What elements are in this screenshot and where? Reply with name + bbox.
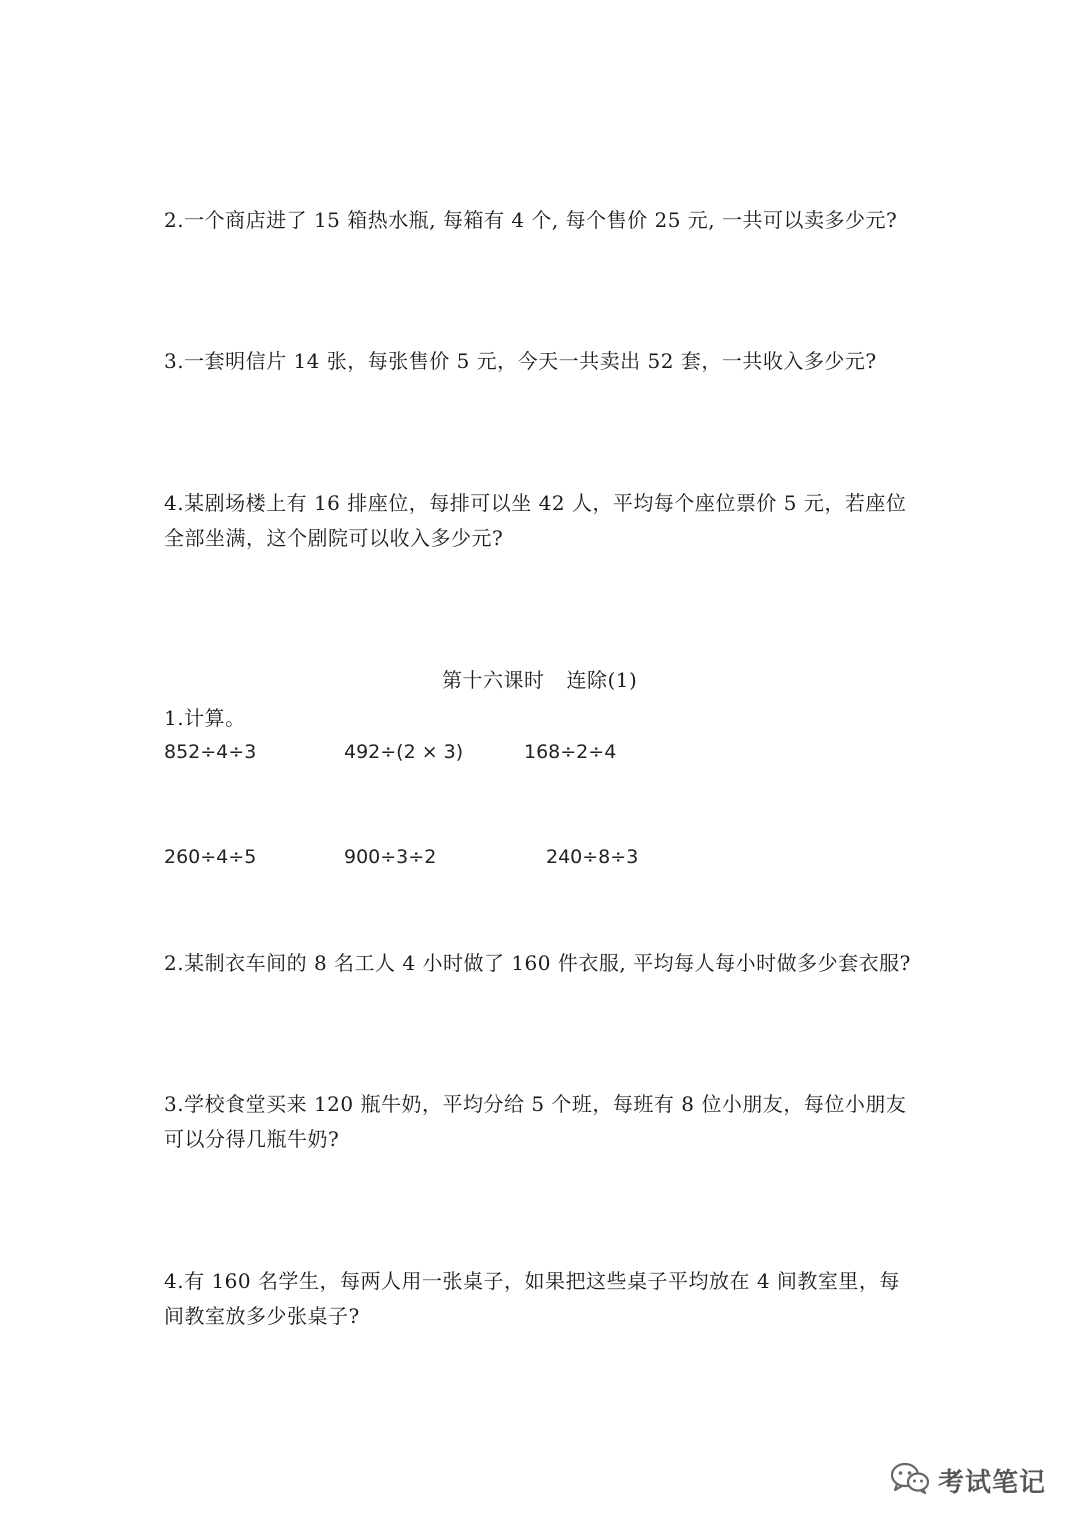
lesson-number: 第十六课时 (442, 668, 545, 692)
calc-expression: 492÷(2 × 3) (344, 741, 464, 763)
problem-4-desks-line2: 间教室放多少张桌子? (164, 1304, 360, 1328)
wechat-icon (890, 1461, 930, 1499)
problem-4-desks-line1: 4.有 160 名学生，每两人用一张桌子，如果把这些桌子平均放在 4 间教室里，每 (164, 1269, 900, 1293)
question-2-thermos: 2.一个商店进了 15 箱热水瓶, 每箱有 4 个, 每个售价 25 元, 一共可以卖多少元? (164, 208, 898, 232)
calc-heading: 1.计算。 (164, 706, 246, 730)
problem-3-milk-line2: 可以分得几瓶牛奶? (164, 1127, 340, 1151)
calc-expression: 260÷4÷5 (164, 846, 257, 868)
problem-3-milk-line1: 3.学校食堂买来 120 瓶牛奶，平均分给 5 个班，每班有 8 位小朋友，每位小朋友 (164, 1092, 907, 1116)
calc-expression: 168÷2÷4 (524, 741, 617, 763)
lesson-topic: 连除(1) (566, 668, 638, 692)
question-4-theater-line2: 全部坐满，这个剧院可以收入多少元? (164, 526, 504, 550)
problem-2-clothes: 2.某制衣车间的 8 名工人 4 小时做了 160 件衣服, 平均每人每小时做多少套衣服? (164, 951, 911, 975)
question-4-theater-line1: 4.某剧场楼上有 16 排座位，每排可以坐 42 人，平均每个座位票价 5 元，若座位 (164, 491, 907, 515)
calc-expression: 852÷4÷3 (164, 741, 257, 763)
watermark-text: 考试笔记 (937, 1467, 1046, 1498)
lesson-title (442, 666, 637, 694)
calc-expression: 240÷8÷3 (546, 846, 639, 868)
question-3-postcards: 3.一套明信片 14 张，每张售价 5 元，今天一共卖出 52 套，一共收入多少元? (164, 349, 877, 373)
watermark (890, 1458, 1046, 1502)
calc-expression: 900÷3÷2 (344, 846, 437, 868)
